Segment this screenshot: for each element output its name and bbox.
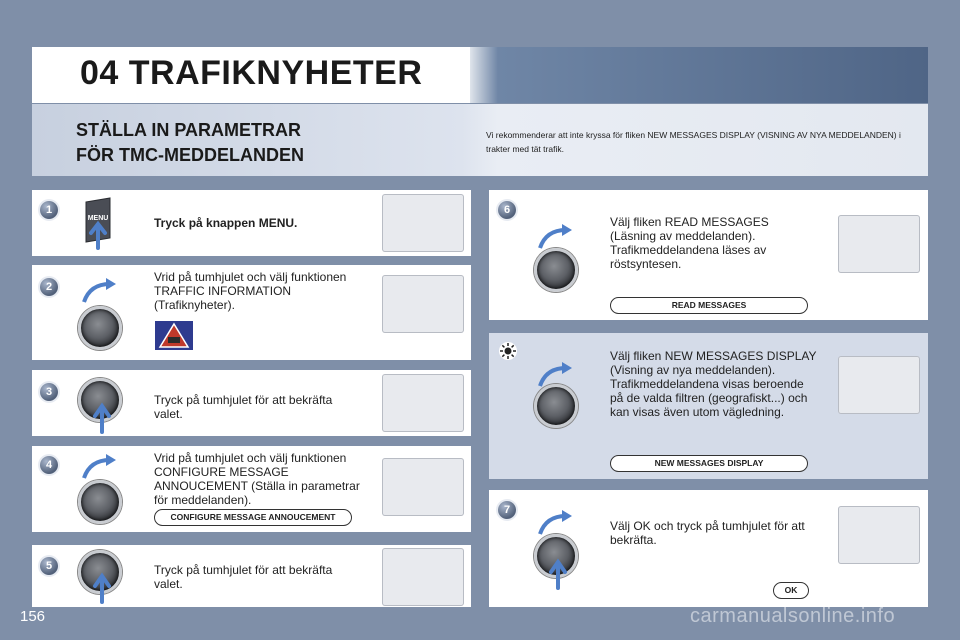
thumbwheel-icon — [534, 384, 578, 428]
step-5-badge: 5 — [40, 557, 58, 575]
rotate-arrow-icon — [80, 452, 120, 482]
step-6-text: Välj fliken READ MESSAGES (Läsning av meddelanden). Trafikmeddelandena läses av röstsyntesen. — [610, 215, 769, 271]
step-2-radio-image — [382, 275, 464, 333]
step-3-text: Tryck på tumhjulet för att bekräfta valet. — [154, 393, 333, 421]
traffic-info-icon — [155, 321, 193, 350]
page-title — [80, 54, 422, 93]
press-arrow-icon — [548, 556, 568, 590]
step-6-badge: 6 — [498, 201, 516, 219]
sun-icon — [498, 341, 518, 361]
step-4-radio-image — [382, 458, 464, 516]
section-note: Vi rekommenderar att inte kryssa för fliken NEW MESSAGES DISPLAY (VISNING AV NYA MEDDELANDEN) i trakter med tät trafik. — [486, 130, 901, 154]
configure-message-pill: CONFIGURE MESSAGE ANNOUCEMENT — [154, 509, 352, 526]
step-6-radio-image — [838, 215, 920, 273]
thumbwheel-icon — [78, 480, 122, 524]
section-title-line1: STÄLLA IN PARAMETRAR — [76, 120, 301, 140]
step-1-radio-image — [382, 194, 464, 252]
step-1-badge: 1 — [40, 201, 58, 219]
step-7-badge: 7 — [498, 501, 516, 519]
section-title — [76, 118, 304, 168]
step-3-badge: 3 — [40, 383, 58, 401]
step-5-radio-image — [382, 548, 464, 606]
step-7-radio-image — [838, 506, 920, 564]
new-messages-display-pill: NEW MESSAGES DISPLAY — [610, 455, 808, 472]
step-4-text: Vrid på tumhjulet och välj funktionen CONFIGURE MESSAGE ANNOUCEMENT (Ställa in parametrar för meddelanden). — [154, 451, 360, 507]
rotate-arrow-icon — [80, 276, 120, 306]
step-5-text: Tryck på tumhjulet för att bekräfta valet. — [154, 563, 333, 591]
step-1-text: Tryck på knappen MENU. — [154, 216, 298, 230]
thumbwheel-icon — [534, 248, 578, 292]
watermark: carmanualsonline.info — [690, 605, 896, 627]
thumbwheel-icon — [78, 306, 122, 350]
menu-key-label: MENU — [87, 215, 109, 222]
step-7-text: Välj OK och tryck på tumhjulet för att bekräfta. — [610, 519, 805, 547]
option-text: Välj fliken NEW MESSAGES DISPLAY (Visning av nya meddelanden). Trafikmeddelandena visas beroende på de valda filtren (geografiskt...) och kan visas även utom vägledning. — [610, 349, 817, 419]
step-3-radio-image — [382, 374, 464, 432]
ok-pill: OK — [773, 582, 809, 599]
press-arrow-icon — [92, 570, 112, 604]
step-4-badge: 4 — [40, 456, 58, 474]
chapter-number: 04 — [80, 54, 119, 92]
read-messages-pill: READ MESSAGES — [610, 297, 808, 314]
menu-key-icon — [80, 196, 116, 250]
step-2-text: Vrid på tumhjulet och välj funktionen TRAFFIC INFORMATION (Trafiknyheter). — [154, 270, 347, 312]
option-radio-image — [838, 356, 920, 414]
chapter-title: TRAFIKNYHETER — [128, 54, 423, 92]
step-2-badge: 2 — [40, 278, 58, 296]
page-number: 156 — [20, 608, 46, 625]
section-title-line2: FÖR TMC-MEDDELANDEN — [76, 145, 304, 165]
press-arrow-icon — [92, 400, 112, 434]
